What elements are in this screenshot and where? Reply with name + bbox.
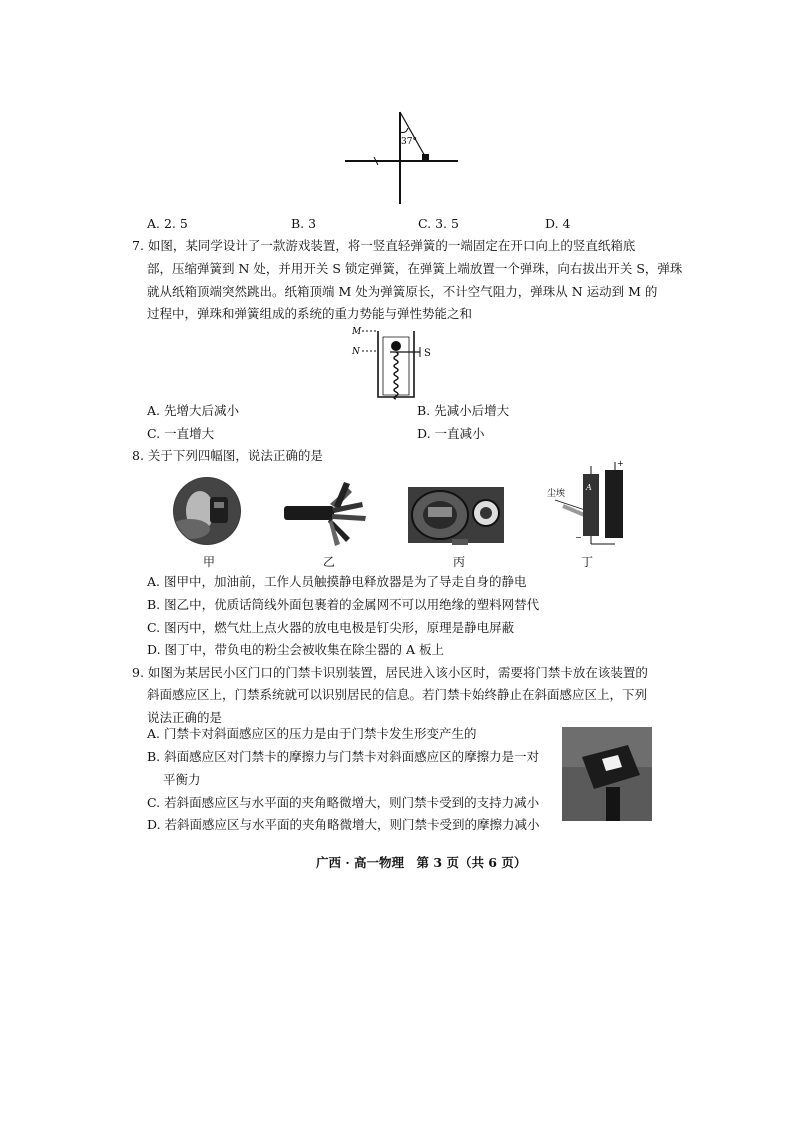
q7-label-n: N [352,347,360,357]
q7-stem-line-3: 就从纸箱顶端突然跳出。纸箱顶端 M 处为弹簧原长，不计空气阻力，弹珠从 N 运动到 M 的 [147,284,658,299]
q9-stem-line-3: 说法正确的是 [147,710,223,725]
q9-option-b-continued: 平衡力 [163,772,201,787]
q6-angle-label: 37° [401,137,417,147]
q9-option-d: D. 若斜面感应区与水平面的夹角略微增大，则门禁卡受到的摩擦力减小 [147,817,540,832]
q8-caption-yi: 乙 [323,555,336,569]
svg-text:−: − [575,533,582,542]
q9-option-a: A. 门禁卡对斜面感应区的压力是由于门禁卡发生形变产生的 [147,726,477,741]
q7-option-c: C. 一直增大 [147,426,215,441]
q8-option-c: C. 图丙中，燃气灶上点火器的放电电极是钉尖形，原理是静电屏蔽 [147,620,515,635]
q7-option-b: B. 先减小后增大 [417,403,510,418]
q9-stem-line-2: 斜面感应区上，门禁系统就可以识别居民的信息。若门禁卡始终静止在斜面感应区上，下列 [147,687,648,702]
q7-stem-line-4: 过程中，弹珠和弹簧组成的系统的重力势能与弹性势能之和 [147,306,473,321]
q8-caption-bing: 丙 [453,555,466,569]
q9-option-b: B. 斜面感应区对门禁卡的摩擦力与门禁卡对斜面感应区的摩擦力是一对 [147,749,540,764]
q8-photo-yi [280,478,376,548]
q7-stem-line-1: 7. 如图，某同学设计了一款游戏装置，将一竖直轻弹簧的一端固定在开口向上的竖直纸箱底 [132,238,636,253]
q8-caption-jia: 甲 [203,555,216,569]
q8-photo-ding [545,460,645,560]
q6-option-c: C. 3. 5 [418,216,459,231]
q7-label-s: S [424,348,431,359]
q7-spring-box-diagram [350,323,440,401]
q8-stem: 8. 关于下列四幅图，说法正确的是 [132,448,323,463]
q8-option-b: B. 图乙中，优质话筒线外面包裹着的金属网不可以用绝缘的塑料网替代 [147,597,540,612]
q8-photo-bing [408,487,504,547]
q8-option-d: D. 图丁中，带负电的粉尘会被收集在除尘器的 A 板上 [147,642,444,657]
q7-option-d: D. 一直减小 [417,426,485,441]
svg-text:+: + [617,460,624,468]
q9-option-c: C. 若斜面感应区与水平面的夹角略微增大，则门禁卡受到的支持力减小 [147,795,540,810]
q6-option-b: B. 3 [291,216,317,231]
q8-caption-ding: 丁 [581,555,594,569]
q8-photo-jia [172,475,242,547]
page-footer: 广西 · 高一物理 第 3 页（共 6 页） [316,855,527,870]
q8-ding-label: 尘埃 [547,489,566,499]
q7-option-a: A. 先增大后减小 [147,403,239,418]
q8-ding-plate-a: A [586,483,592,492]
q7-stem-line-2: 部，压缩弹簧到 N 处，并用开关 S 锁定弹簧，在弹簧上端放置一个弹珠，向右拔出开关 S，弹珠 [147,261,683,276]
q9-card-reader-photo [562,727,652,821]
q8-option-a: A. 图甲中，加油前，工作人员触摸静电释放器是为了导走自身的静电 [147,574,527,589]
q9-stem-line-1: 9. 如图为某居民小区门口的门禁卡识别装置，居民进入该小区时，需要将门禁卡放在该装置的 [132,665,648,680]
q6-angle-diagram [340,108,460,208]
q6-option-a: A. 2. 5 [147,216,188,231]
q6-option-d: D. 4 [545,216,571,231]
q7-label-m: M [352,327,362,337]
